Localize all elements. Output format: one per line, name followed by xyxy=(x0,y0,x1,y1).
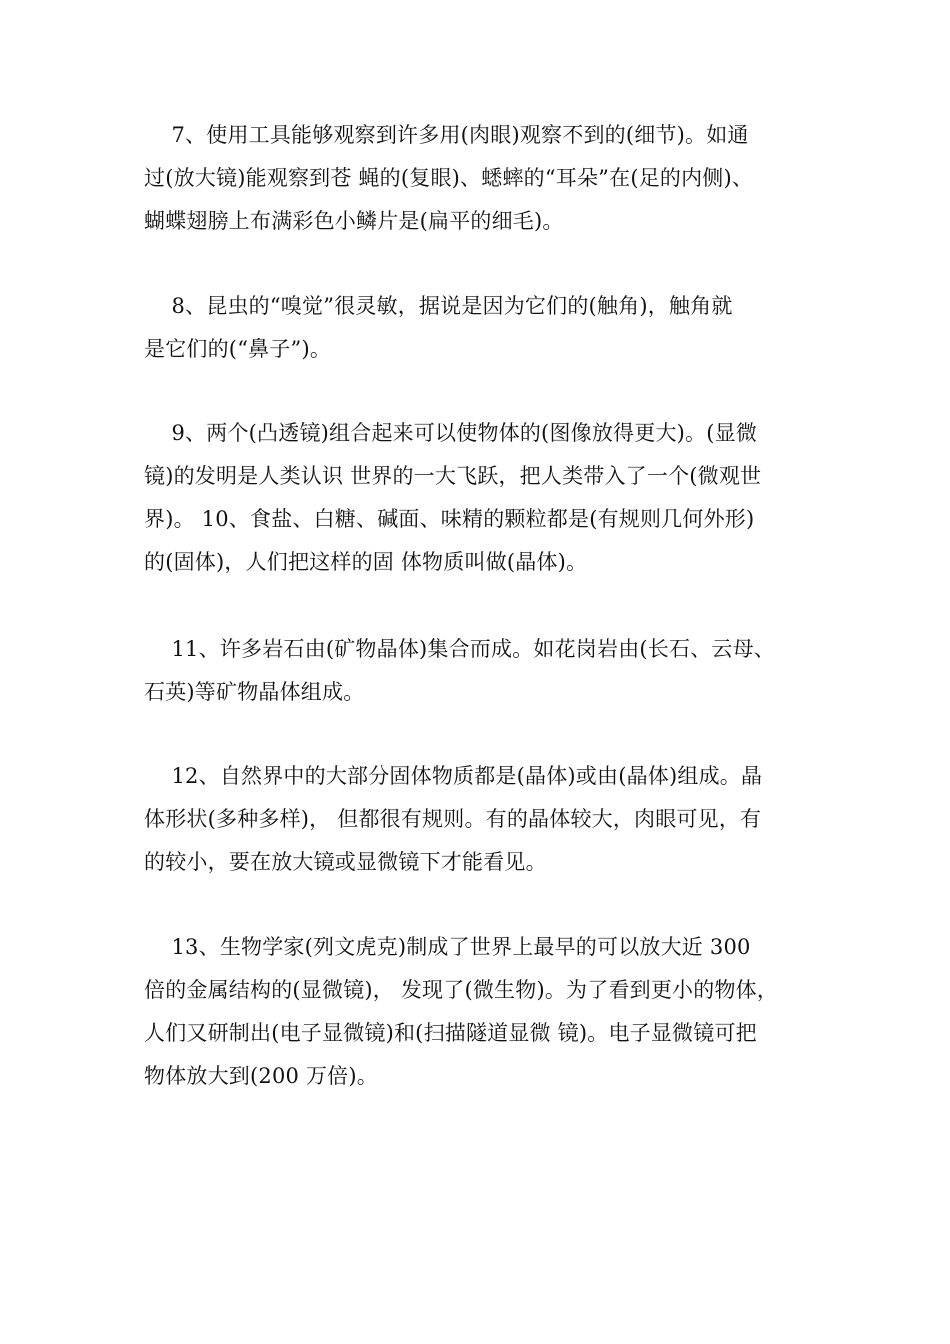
paragraph-9-10 xyxy=(144,412,804,584)
text-line: 体形状(多种多样)， 但都很有规则。有的晶体较大，肉眼可见，有 xyxy=(144,807,762,831)
text-line: 8、昆虫的“嗅觉”很灵敏，据说是因为它们的(触角)，触角就 xyxy=(144,294,733,318)
text-line: 12、自然界中的大部分固体物质都是(晶体)或由(晶体)组成。晶 xyxy=(144,764,763,788)
paragraph-13 xyxy=(144,926,804,1098)
text-line: 界)。 10、食盐、白糖、碱面、味精的颗粒都是(有规则几何外形) xyxy=(144,507,755,531)
paragraph-7 xyxy=(144,114,804,243)
text-line: 物体放大到(200 万倍)。 xyxy=(144,1064,378,1088)
text-line: 13、生物学家(列文虎克)制成了世界上最早的可以放大近 300 xyxy=(144,935,751,959)
text-line: 的较小，要在放大镜或显微镜下才能看见。 xyxy=(144,850,547,874)
paragraph-8 xyxy=(144,285,804,371)
text-line: 石英)等矿物晶体组成。 xyxy=(144,680,365,704)
text-line: 11、许多岩石由(矿物晶体)集合而成。如花岗岩由(长石、云母、 xyxy=(144,637,775,661)
text-line: 人们又研制出(电子显微镜)和(扫描隧道显微 镜)。电子显微镜可把 xyxy=(144,1021,757,1045)
text-line: 是它们的(“鼻子”)。 xyxy=(144,337,332,361)
text-line: 7、使用工具能够观察到许多用(肉眼)观察不到的(细节)。如通 xyxy=(144,123,749,147)
paragraph-11 xyxy=(144,628,804,714)
text-line: 镜)的发明是人类认识 世界的一大飞跃，把人类带入了一个(微观世 xyxy=(144,464,762,488)
paragraph-12 xyxy=(144,755,804,884)
text-line: 蝴蝶翅膀上布满彩色小鳞片是(扁平的细毛)。 xyxy=(144,209,564,233)
text-line: 的(固体)，人们把这样的固 体物质叫做(晶体)。 xyxy=(144,550,588,574)
text-line: 9、两个(凸透镜)组合起来可以使物体的(图像放得更大)。(显微 xyxy=(144,421,758,445)
text-line: 过(放大镜)能观察到苍 蝇的(复眼)、蟋蟀的“耳朵”在(足的内侧)、 xyxy=(144,166,754,190)
text-line: 倍的金属结构的(显微镜)， 发现了(微生物)。为了看到更小的物体， xyxy=(144,978,779,1002)
